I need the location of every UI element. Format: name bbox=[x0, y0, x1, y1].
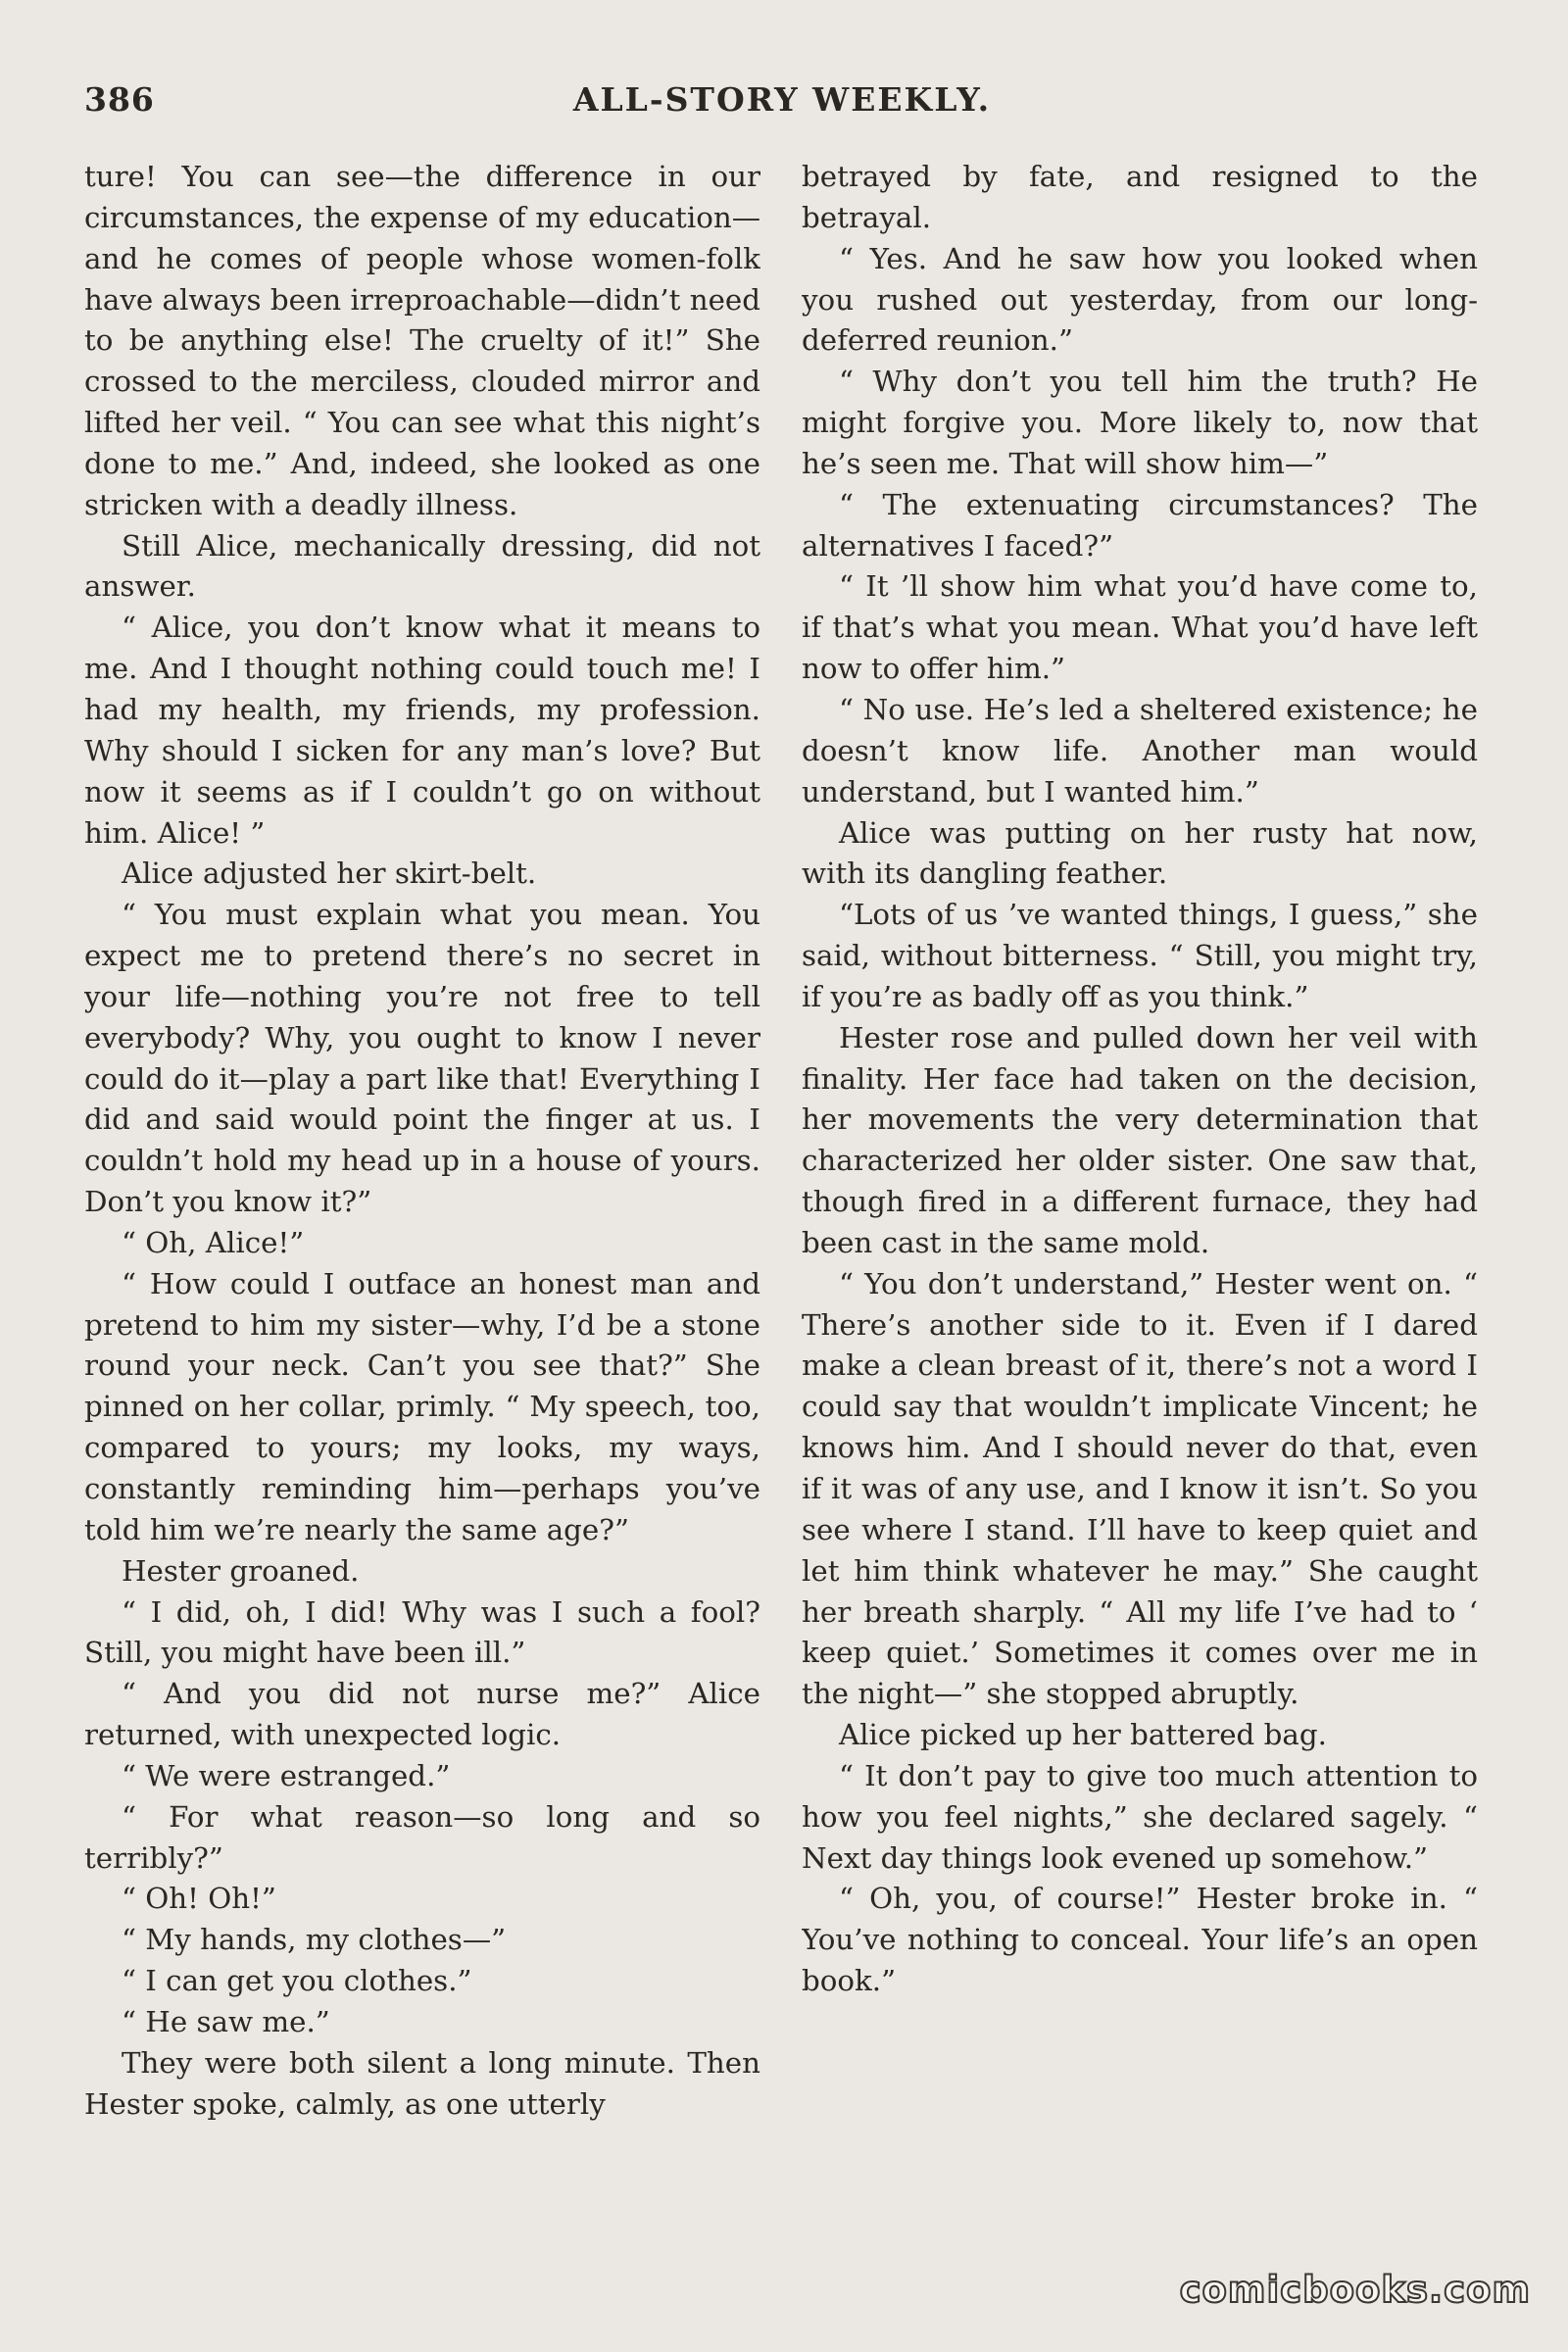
paragraph: “ My hands, my clothes—” bbox=[122, 1923, 507, 1957]
paragraph: “ Why don’t you tell him the truth? He might forgive you. More likely to, now that he’s seen me. That will show him—” bbox=[802, 365, 1478, 480]
paragraph: “ Yes. And he saw how you looked when you rushed out yesterday, from our long-deferred reunion.” bbox=[802, 241, 1478, 358]
paragraph: “ Alice, you don’t know what it means to me. And I thought nothing could touch me! I had my health, my friends, my profession. Why should I sicken for any man’s love? But now it seems as if I couldn’t go on without him. Alice! ” bbox=[84, 611, 760, 850]
paragraph: “ You don’t understand,” Hester went on. “ There’s another side to it. Even if I dared make a clean breast of it, there’s not a word I could say that wouldn’t implicate Vincent; he knows him. And I should never do that, even if it was of any use, and I know it isn’t. So you see where I stand. I’ll have to keep quiet and let him think whatever he may.” She caught her breath sharply. “ All my life I’ve had to ‘ keep quiet.’ Sometimes it comes over me in the night—” she stopped abruptly. bbox=[802, 1266, 1478, 1711]
paragraph: Still Alice, mechanically dressing, did not answer. bbox=[84, 528, 760, 604]
paragraph: “ Oh, Alice!” bbox=[122, 1225, 305, 1259]
left-column bbox=[84, 157, 760, 2254]
paragraph: They were both silent a long minute. Then Hester spoke, calmly, as one utterly bbox=[84, 2045, 760, 2121]
paragraph: Alice was putting on her rusty hat now, with its dangling feather. bbox=[802, 815, 1478, 891]
magazine-title: ALL-STORY WEEKLY. bbox=[572, 80, 992, 119]
paragraph: “ I did, oh, I did! Why was I such a fool? Still, you might have been ill.” bbox=[84, 1594, 760, 1670]
right-column bbox=[802, 157, 1478, 2254]
paragraph: “Lots of us ’ve wanted things, I guess,” she said, without bitterness. “ Still, you might try, if you’re as badly off as you think.” bbox=[802, 898, 1478, 1013]
paragraph: Hester groaned. bbox=[122, 1553, 360, 1588]
watermark-logo: comicbooks.com bbox=[1179, 2269, 1531, 2311]
paragraph: “ We were estranged.” bbox=[122, 1758, 451, 1792]
paragraph: Hester rose and pulled down her veil with finality. Her face had taken on the decision, her movements the very determination that characterized her older sister. One saw that, though fired in a different furnace, they had been cast in the same mold. bbox=[802, 1020, 1478, 1259]
paragraph: Alice adjusted her skirt-belt. bbox=[122, 857, 537, 891]
paragraph: “ How could I outface an honest man and pretend to him my sister—why, I’d be a stone round your neck. Can’t you see that?” She pinned on her collar, primly. “ My speech, too, compared to yours; my looks, my ways, constantly reminding him—perhaps you’ve told him we’re nearly the same age?” bbox=[84, 1266, 760, 1546]
paragraph: “ It don’t pay to give too much attention to how you feel nights,” she declared sagely. “ Next day things look evened up somehow.” bbox=[802, 1758, 1478, 1875]
paragraph: “ You must explain what you mean. You expect me to pretend there’s no secret in your life—nothing you’re not free to tell everybody? Why, you ought to know I never could do it—play a part like that! Everything I did and said would point the finger at us. I couldn’t hold my head up in a house of yours. Don’t you know it?” bbox=[84, 898, 760, 1219]
page-number: 386 bbox=[84, 80, 155, 119]
paragraph: “ I can get you clothes.” bbox=[122, 1964, 472, 1998]
paragraph: “ And you did not nurse me?” Alice returned, with unexpected logic. bbox=[84, 1677, 760, 1752]
paragraph: ture! You can see—the difference in our circumstances, the expense of my education—and he comes of people whose women-folk have always been irreproachable—didn’t need to be anything else! The cruelty of it!” She crossed to the merciless, clouded mirror and lifted her veil. “ You can see what this night’s done to me.” And, indeed, she looked as one stricken with a deadly illness. bbox=[84, 160, 760, 521]
paragraph: “ It ’ll show him what you’d have come to, if that’s what you mean. What you’d have left now to offer him.” bbox=[802, 569, 1478, 686]
page-header bbox=[84, 80, 1480, 129]
paragraph: “ For what reason—so long and so terribly?” bbox=[84, 1799, 760, 1875]
paragraph: “ He saw me.” bbox=[122, 2004, 330, 2038]
paragraph: “ No use. He’s led a sheltered existence; he doesn’t know life. Another man would understand, but I wanted him.” bbox=[802, 692, 1478, 808]
paragraph: “ Oh, you, of course!” Hester broke in. “ You’ve nothing to conceal. Your life’s an open book.” bbox=[802, 1882, 1478, 1998]
paragraph: “ Oh! Oh!” bbox=[122, 1882, 276, 1916]
paragraph: betrayed by fate, and resigned to the betrayal. bbox=[802, 160, 1478, 234]
paragraph: Alice picked up her battered bag. bbox=[839, 1718, 1327, 1752]
paragraph: “ The extenuating circumstances? The alternatives I faced?” bbox=[802, 487, 1478, 563]
